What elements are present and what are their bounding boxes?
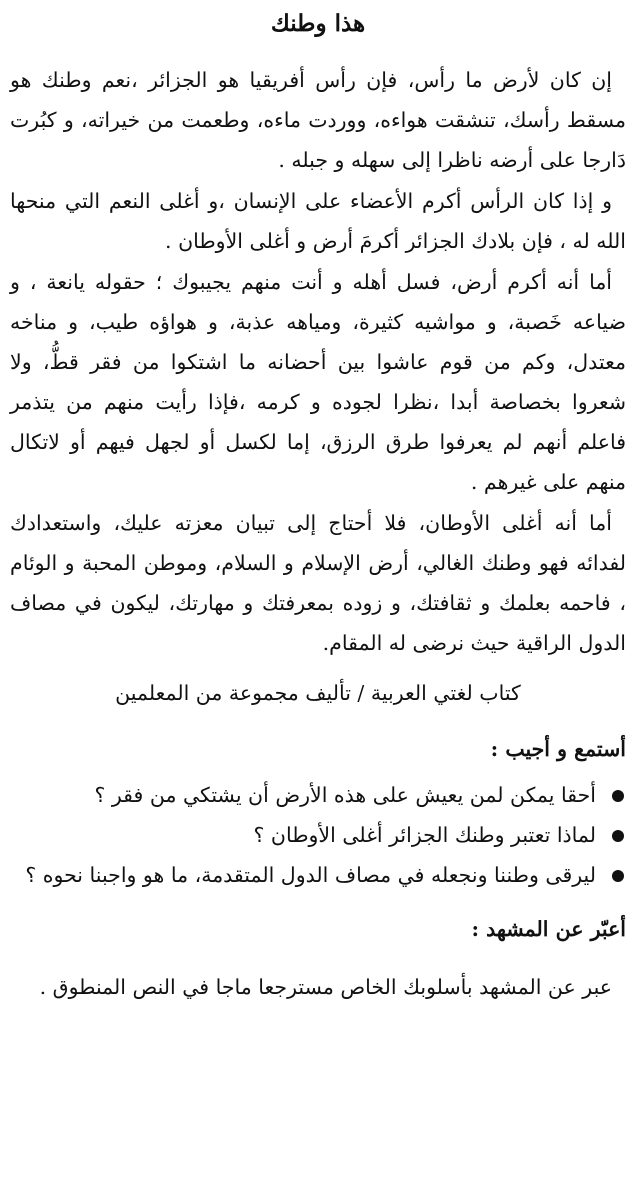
express-paragraph bbox=[10, 967, 626, 1007]
bullet-icon bbox=[612, 790, 624, 802]
list-item bbox=[10, 775, 626, 815]
paragraph-3-text: أما أنه أكرم أرض، فسل أهله و أنت منهم يجيبوك ؛ حقوله يانعة ، و ضياعه خَصبة، و مواشيه كثيرة، ومياهه عذبة، و هواؤه طيب، و مناخه معتدل، وكم من قوم عاشوا بين أحضانه ما اشتكوا من فقر قطُّ، ولا شعروا بخصاصة أبدا ،نظرا لجوده و كرمه ،فإذا رأيت منهم من يتذمر فاعلم أنهم لم يعرفوا طرق الرزق، إما لكسل أو لجهل فيهم أو لاتكال منهم على غيرهم . bbox=[10, 270, 626, 494]
paragraph-1-text: إن كان لأرض ما رأس، فإن رأس أفريقيا هو الجزائر ،نعم وطنك هو مسقط رأسك، تنشقت هواءه، ووردت ماءه، وطعمت من خيراته، و كبُرت دَارجا على أرضه ناظرا إلى سهله و جبله . bbox=[10, 68, 626, 172]
paragraph-4-text: أما أنه أغلى الأوطان، فلا أحتاج إلى تبيان معزته عليك، واستعدادك لفدائه فهو وطنك الغالي، أرض الإسلام و السلام، وموطن المحبة و الوئام ، فاحمه بعلمك و ثقافتك، و زوده بمعرفتك و مهارتك، ليكون في مصاف الدول الراقية حيث نرضى له المقام. bbox=[10, 511, 626, 655]
question-text: ليرقى وطننا ونجعله في مصاف الدول المتقدمة، ما هو واجبنا نحوه ؟ bbox=[25, 863, 596, 887]
paragraph-3 bbox=[10, 262, 626, 502]
document-title: هذا وطنك bbox=[270, 10, 366, 37]
paragraph-2 bbox=[10, 181, 626, 261]
paragraph-4 bbox=[10, 503, 626, 663]
express-heading: أعبّر عن المشهد : bbox=[471, 917, 626, 941]
question-text: لماذا تعتبر وطنك الجزائر أغلى الأوطان ؟ bbox=[253, 823, 596, 847]
express-text: عبر عن المشهد بأسلوبك الخاص مسترجعا ماجا في النص المنطوق . bbox=[39, 975, 612, 999]
listen-heading: أستمع و أجيب : bbox=[490, 737, 626, 761]
paragraph-2-text: و إذا كان الرأس أكرم الأعضاء على الإنسان ،و أغلى النعم التي منحها الله له ، فإن بلادك الجزائر أكرمَ أرض و أغلى الأوطان . bbox=[10, 189, 626, 253]
list-item bbox=[10, 855, 626, 895]
bullet-icon bbox=[612, 830, 624, 842]
bullet-icon bbox=[612, 870, 624, 882]
paragraph-1 bbox=[10, 60, 626, 180]
list-item bbox=[10, 815, 626, 855]
question-text: أحقا يمكن لمن يعيش على هذه الأرض أن يشتكي من فقر ؟ bbox=[94, 783, 596, 807]
questions-list bbox=[10, 775, 626, 895]
source-citation: كتاب لغتي العربية / تأليف مجموعة من المعلمين bbox=[115, 681, 521, 705]
